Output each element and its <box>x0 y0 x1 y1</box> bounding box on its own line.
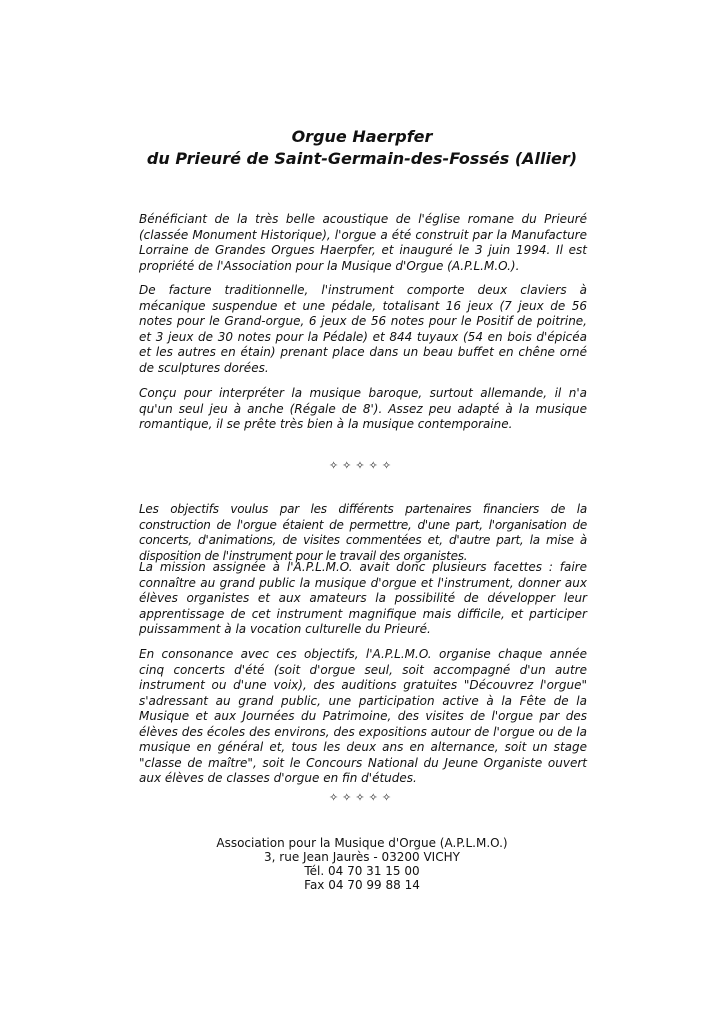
footer-association-name: Association pour la Musique d'Orgue (A.P.L.M.O.) <box>216 836 508 850</box>
footer-address: 3, rue Jean Jaurès - 03200 VICHY <box>264 850 460 864</box>
document-subtitle: du Prieuré de Saint-Germain-des-Fossés (Allier) <box>146 149 578 168</box>
paragraph-description: De facture traditionnelle, l'instrument comporte deux claviers à mécanique suspendue et une pédale, totalisant 16 jeux (7 jeux de 56 notes pour le Grand-orgue, 6 jeux de 56 notes pour le Positif de poitrine, et 3 jeux de 30 notes pour la Pédale) et 844 tuyaux (54 en bois d'épicéa et les autres en étain) prenant place dans un beau buffet en chêne orné de sculptures dorées. <box>139 283 587 375</box>
document-title: Orgue Haerpfer <box>291 127 433 146</box>
paragraph-activities: En consonance avec ces objectifs, l'A.P.L.M.O. organise chaque année cinq concerts d'été (soit d'orgue seul, soit accompagné d'un autre instrument ou d'une voix), des auditions gratuites "Découvrez l'orgue" s'adressant au grand public, une participation active à la Fête de la Musique et aux Journées du Patrimoine, des visites de l'orgue par des élèves des écoles des environs, des expositions autour de l'orgue ou de la musique en général et, tous les deux ans en alternance, soit un stage "classe de maître", soit le Concours National du Jeune Organiste ouvert aux élèves de classes d'orgue en fin d'études. <box>139 647 587 785</box>
paragraph-objectives: Les objectifs voulus par les différents partenaires financiers de la construction de l'orgue étaient de permettre, d'une part, l'organisation de concerts, d'animations, de visites commentées et, d'autre part, la mise à disposition de l'instrument pour le travail des organistes. <box>139 502 587 563</box>
paragraph-history: Bénéficiant de la très belle acoustique de l'église romane du Prieuré (classée Monument Historique), l'orgue a été construit par la Manufacture Lorraine de Grandes Orgues Haerpfer, et inauguré le 3 juin 1994. Il est propriété de l'Association pour la Musique d'Orgue (A.P.L.M.O.). <box>139 212 587 273</box>
separator-ornament: ✧✧✧✧✧ <box>328 791 396 804</box>
footer-phone: Tél. 04 70 31 15 00 <box>304 864 420 878</box>
paragraph-mission: La mission assignée à l'A.P.L.M.O. avait donc plusieurs facettes : faire connaître au grand public la musique d'orgue et l'instrument, donner aux élèves organistes et aux amateurs la possibilité de développer leur apprentissage de cet instrument magnifique mais difficile, et participer puissamment à la vocation culturelle du Prieuré. <box>139 560 587 636</box>
footer-fax: Fax 04 70 99 88 14 <box>304 878 420 892</box>
paragraph-repertoire: Conçu pour interpréter la musique baroque, surtout allemande, il n'a qu'un seul jeu à anche (Régale de 8'). Assez peu adapté à la musique romantique, il se prête très bien à la musique contemporaine. <box>139 386 587 431</box>
separator-ornament: ✧✧✧✧✧ <box>328 459 396 472</box>
